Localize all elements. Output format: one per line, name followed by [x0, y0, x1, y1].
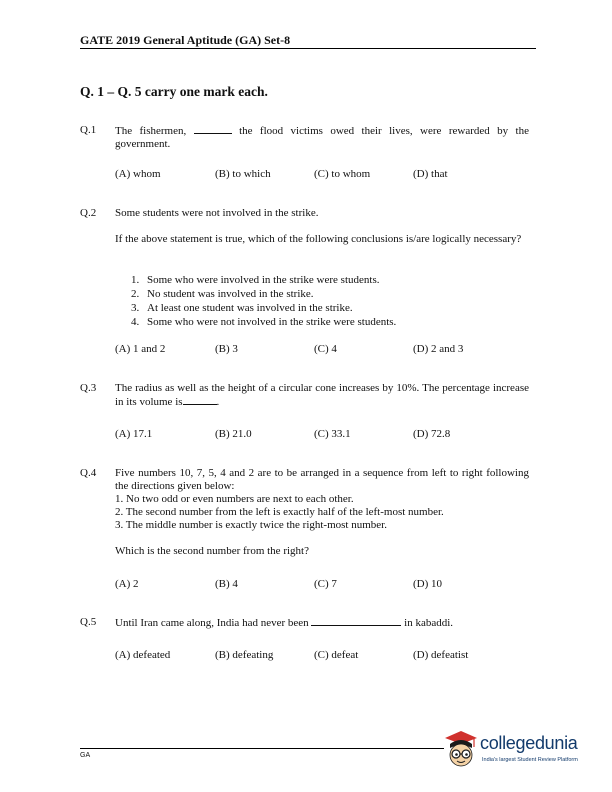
question-text-part: the flood victims owed their lives, were rewarded by the government. [115, 125, 529, 150]
question-5-text [115, 616, 529, 630]
question-1-text [115, 124, 529, 151]
list-item: 2. No student was involved in the strike. [131, 288, 314, 300]
collegedunia-mascot-icon [443, 728, 479, 770]
option-d: (D) 72.8 [413, 428, 451, 440]
option-b: (B) 4 [215, 578, 238, 590]
option-d: (D) 10 [413, 578, 443, 590]
direction-line: 3. The middle number is exactly twice the right-most number. [115, 519, 387, 531]
option-a: (A) whom [115, 168, 161, 180]
question-number: Q.1 [80, 124, 97, 136]
question-number: Q.3 [80, 382, 97, 394]
question-4-text: Five numbers 10, 7, 5, 4 and 2 are to be arranged in a sequence from left to right following the directions given below: [115, 467, 529, 492]
list-item: 1. Some who were involved in the strike were students. [131, 274, 380, 286]
option-b: (B) 3 [215, 343, 238, 355]
question-text-part: The fishermen, [115, 125, 187, 137]
question-number: Q.5 [80, 616, 97, 628]
direction-line: 1. No two odd or even numbers are next to each other. [115, 493, 354, 505]
answer-blank [183, 395, 217, 405]
conclusion-list [131, 273, 521, 329]
footer-divider [80, 748, 444, 749]
option-d: (D) 2 and 3 [413, 343, 464, 355]
header-divider [80, 48, 536, 49]
answer-blank [311, 616, 401, 626]
option-a: (A) 17.1 [115, 428, 153, 440]
question-number: Q.4 [80, 467, 97, 479]
option-c: (C) 33.1 [314, 428, 351, 440]
option-c: (C) defeat [314, 649, 359, 661]
question-text-part: in kabaddi. [404, 617, 454, 629]
option-a: (A) 1 and 2 [115, 343, 166, 355]
question-number: Q.2 [80, 207, 97, 219]
list-item: 3. At least one student was involved in the strike. [131, 302, 353, 314]
option-b: (B) to which [215, 168, 271, 180]
option-b: (B) 21.0 [215, 428, 252, 440]
option-a: (A) defeated [115, 649, 171, 661]
question-text-part: The radius as well as the height of a circular cone increases by 10%. The percentage increase in its volume is [115, 382, 529, 408]
page-header-title: GATE 2019 General Aptitude (GA) Set-8 [80, 33, 291, 47]
question-2-text: Some students were not involved in the strike. [115, 207, 319, 219]
option-d: (D) that [413, 168, 448, 180]
section-title: Q. 1 – Q. 5 carry one mark each. [80, 84, 268, 99]
question-text-end: . [216, 396, 220, 408]
logo-tagline: India's largest Student Review Platform [482, 757, 578, 763]
question-2-text-2: If the above statement is true, which of the following conclusions is/are logically necessary? [115, 233, 522, 245]
question-text-part: Until Iran came along, India had never been [115, 617, 309, 629]
option-b: (B) defeating [215, 649, 274, 661]
footer-label: GA [80, 752, 91, 759]
logo-wordmark: collegedunia [480, 733, 578, 753]
direction-line: 2. The second number from the left is exactly half of the left-most number. [115, 506, 444, 518]
option-c: (C) to whom [314, 168, 371, 180]
option-d: (D) defeatist [413, 649, 469, 661]
option-a: (A) 2 [115, 578, 139, 590]
question-4-ask: Which is the second number from the right? [115, 545, 309, 557]
answer-blank [194, 124, 232, 134]
question-3-text [115, 382, 529, 409]
list-item: 4. Some who were not involved in the strike were students. [131, 316, 397, 328]
option-c: (C) 7 [314, 578, 337, 590]
option-c: (C) 4 [314, 343, 337, 355]
